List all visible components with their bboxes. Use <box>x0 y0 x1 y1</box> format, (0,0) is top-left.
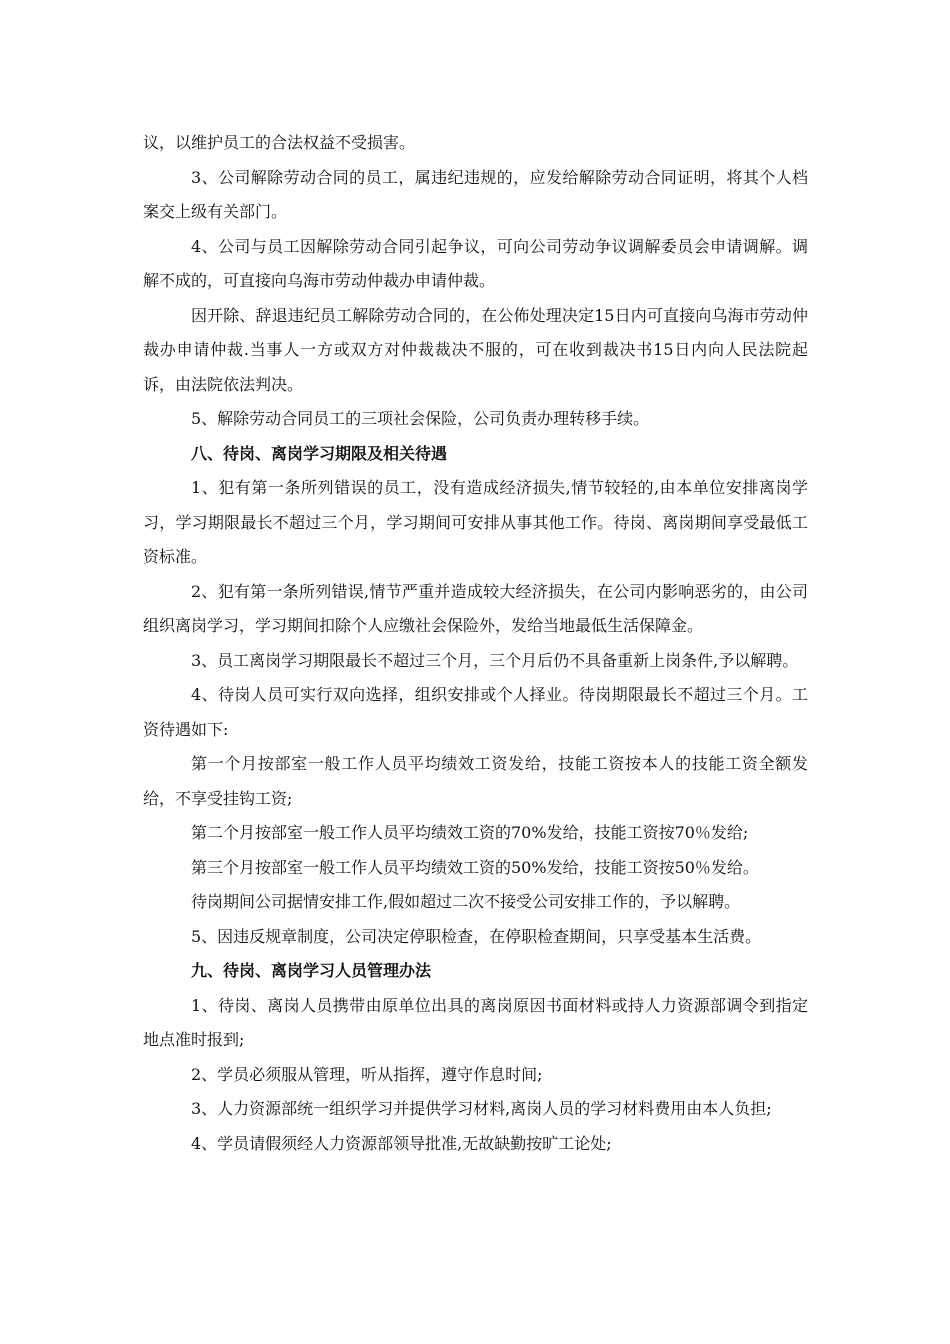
paragraph-month-2-pay: 第二个月按部室一般工作人员平均绩效工资的70%发给，技能工资按70％发给; <box>191 823 749 842</box>
paragraph-s8-item-4: 4、待岗人员可实行双向选择，组织安排或个人择业。待岗期限最长不超过三个月。工资待遇如下: <box>143 685 808 739</box>
paragraph-s8-item-2: 2、犯有第一条所列错误,情节严重并造成较大经济损失，在公司内影响恶劣的，由公司组织离岗学习，学习期间扣除个人应缴社会保险外，发给当地最低生活保障金。 <box>143 581 808 635</box>
paragraph-s9-item-1: 1、待岗、离岗人员携带由原单位出具的离岗原因书面材料或持人力资源部调令到指定地点准时报到; <box>143 995 808 1049</box>
paragraph-item-4-dispute-mediation: 4、公司与员工因解除劳动合同引起争议，可向公司劳动争议调解委员会申请调解。调解不成的，可直接向乌海市劳动仲裁办申请仲裁。 <box>143 236 808 290</box>
paragraph-s8-item-3: 3、员工离岗学习期限最长不超过三个月，三个月后仍不具备重新上岗条件,予以解聘。 <box>191 650 799 670</box>
section-heading-9: 九、待岗、离岗学习人员管理办法 <box>191 961 432 980</box>
paragraph-s8-item-5: 5、因违反规章制度，公司决定停职检查，在停职检查期间，只享受基本生活费。 <box>191 926 762 946</box>
document-body <box>143 126 808 1161</box>
paragraph-month-3-pay: 第三个月按部室一般工作人员平均绩效工资的50%发给，技能工资按50％发给。 <box>191 857 759 877</box>
paragraph-s8-item-1: 1、犯有第一条所列错误的员工，没有造成经济损失,情节较轻的,由本单位安排离岗学习，学习期限最长不超过三个月，学习期间可安排从事其他工作。待岗、离岗期间享受最低工资标准。 <box>143 478 808 566</box>
paragraph-item-3-dismissal-certificate: 3、公司解除劳动合同的员工，属违纪违规的，应发给解除劳动合同证明，将其个人档案交上级有关部门。 <box>143 167 808 221</box>
paragraph-item-5-social-insurance: 5、解除劳动合同员工的三项社会保险，公司负责办理转移手续。 <box>191 409 650 428</box>
paragraph-arbitration: 因开除、辞退违纪员工解除劳动合同的，在公佈处理决定15日内可直接向乌海市劳动仲裁办申请仲裁.当事人一方或双方对仲裁裁决不服的，可在收到裁决书15日内向人民法院起诉，由法院依法判决。 <box>143 305 808 394</box>
paragraph-work-assignment: 待岗期间公司据情安排工作,假如超过二次不接受公司安排工作的，予以解聘。 <box>191 892 741 911</box>
paragraph-month-1-pay: 第一个月按部室一般工作人员平均绩效工资发给，技能工资按本人的技能工资全额发给，不享受挂钩工资; <box>143 754 808 808</box>
paragraph-continuation: 议，以维护员工的合法权益不受损害。 <box>143 133 416 152</box>
paragraph-s9-item-3: 3、人力资源部统一组织学习并提供学习材料,离岗人员的学习材料费用由本人负担; <box>191 1099 772 1118</box>
section-heading-8: 八、待岗、离岗学习期限及相关待遇 <box>191 443 448 463</box>
paragraph-s9-item-2: 2、学员必须服从管理，听从指挥，遵守作息时间; <box>191 1064 543 1084</box>
paragraph-s9-item-4: 4、学员请假须经人力资源部领导批准,无故缺勤按旷工论处; <box>191 1133 612 1153</box>
